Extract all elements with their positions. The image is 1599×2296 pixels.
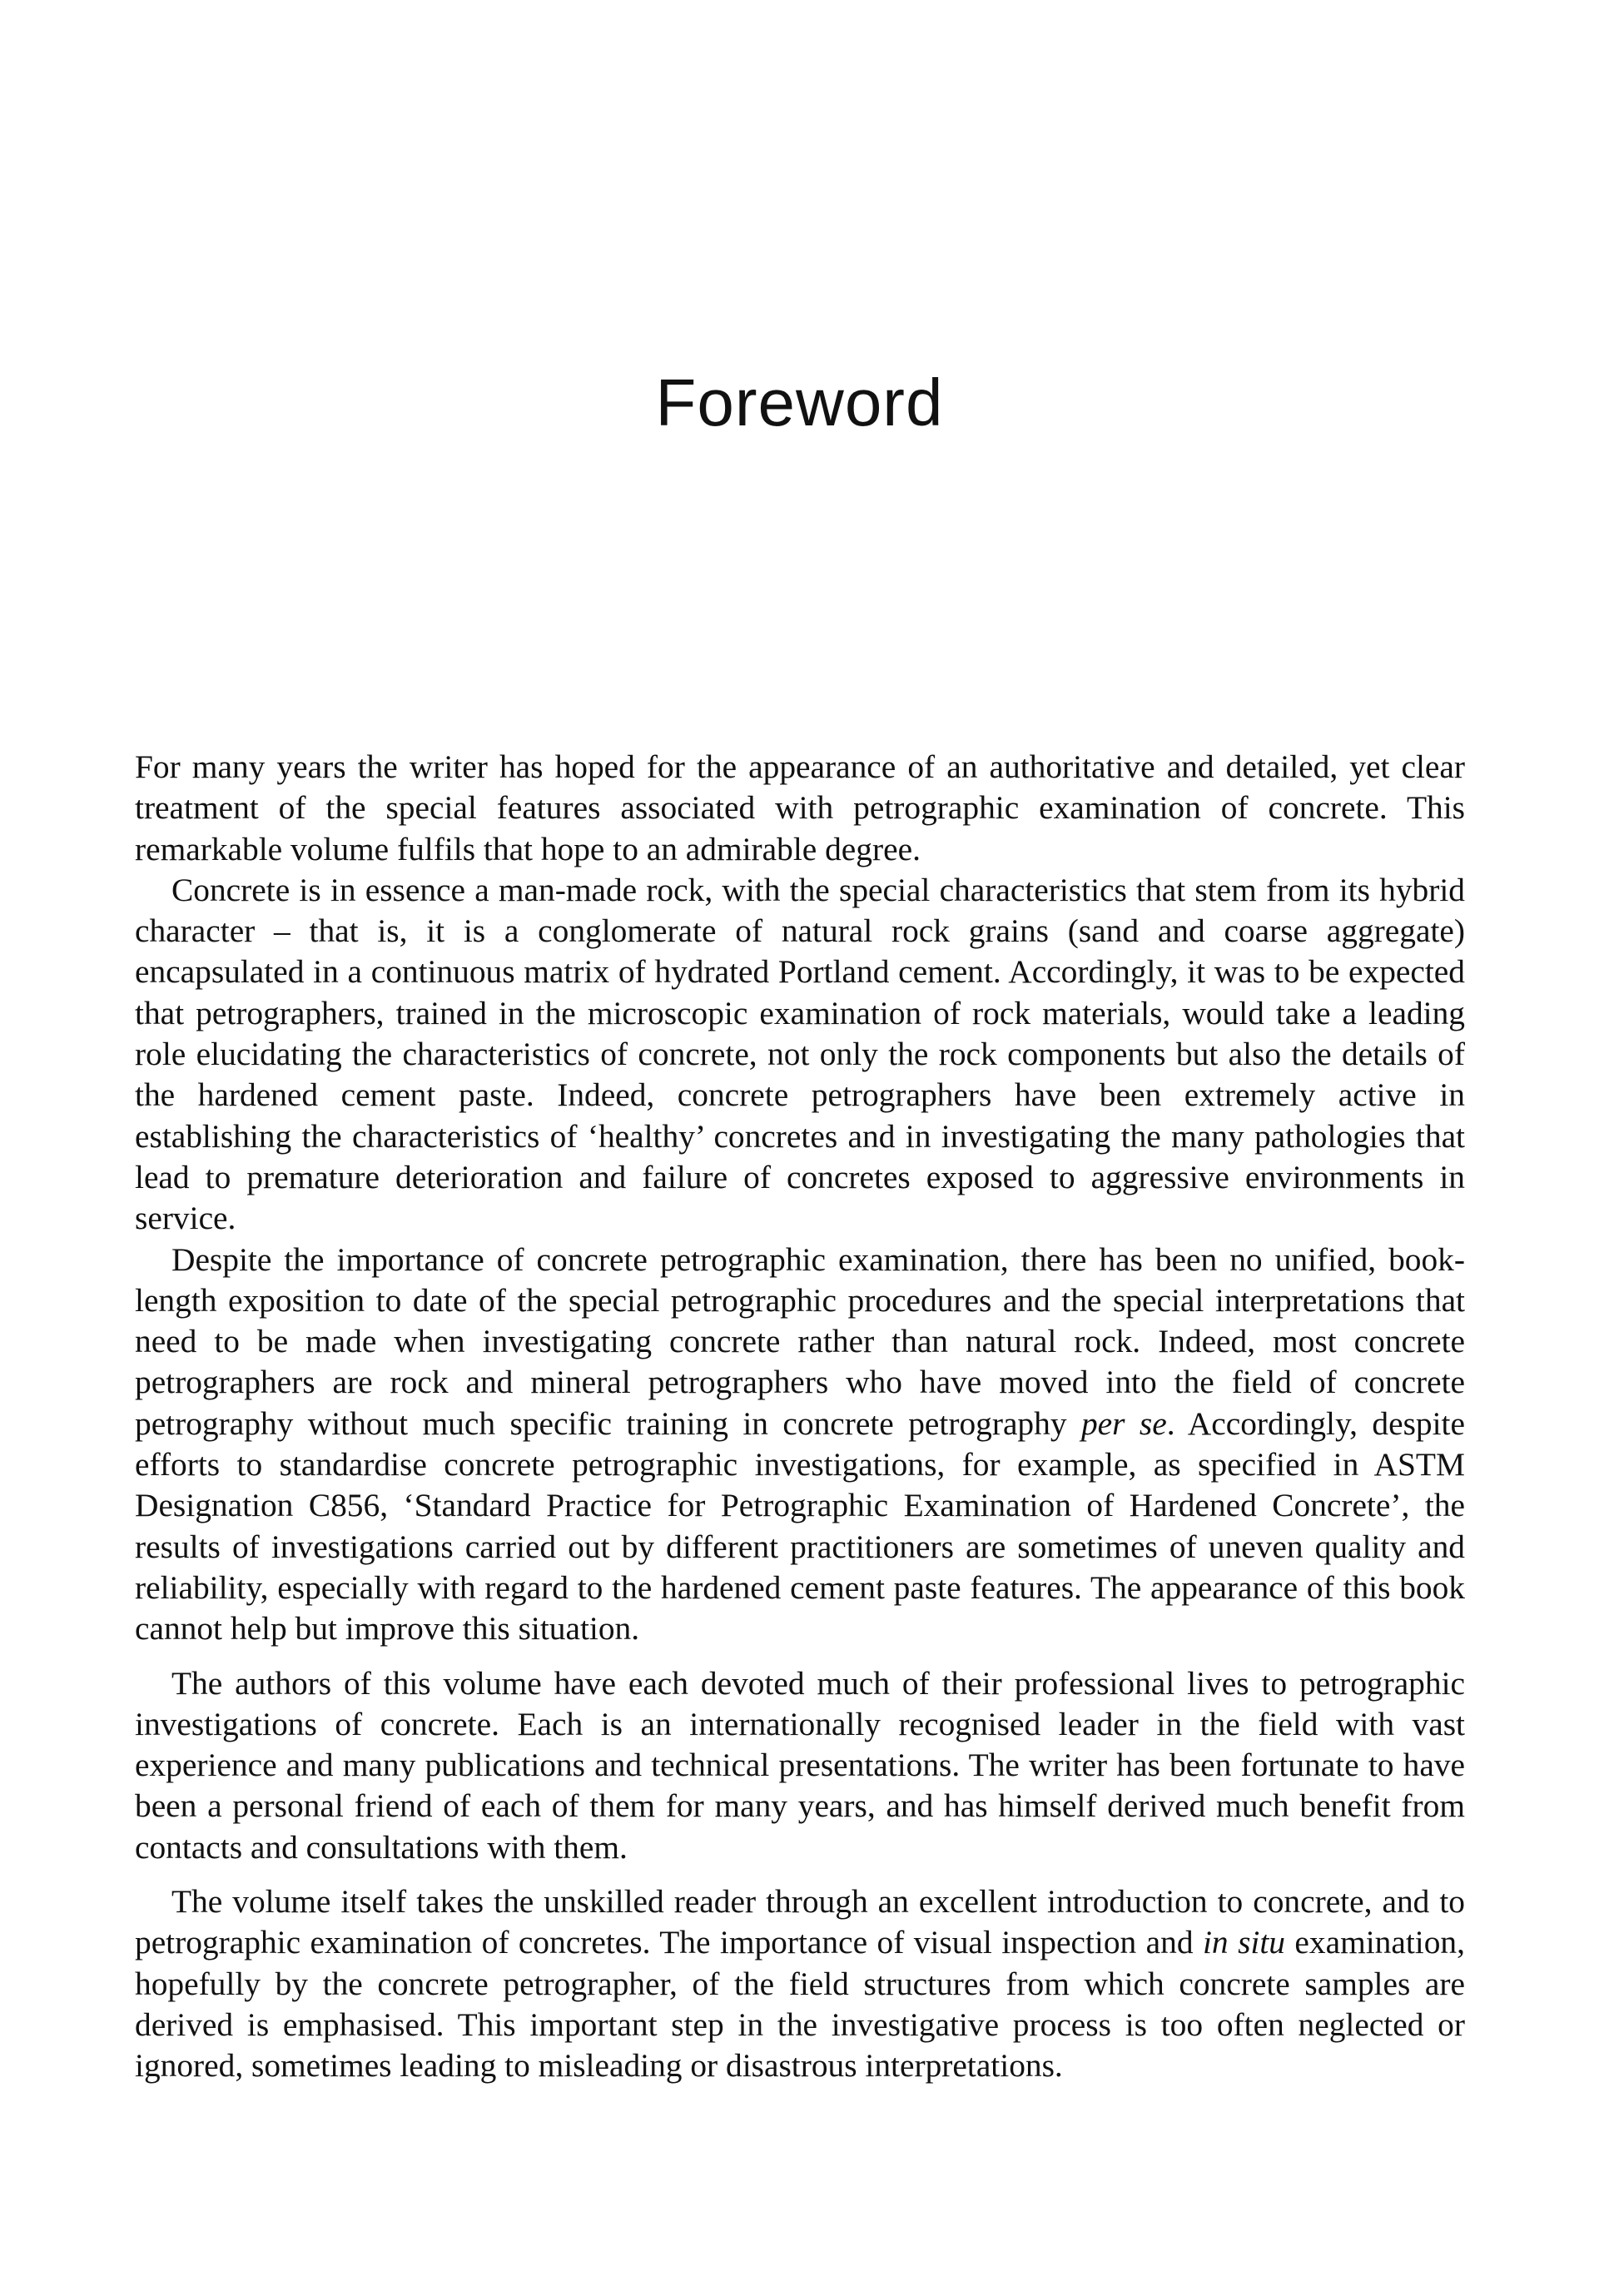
paragraph-2: Concrete is in essence a man-made rock, with the special characteristics that stem from its hybrid character – that is, it is a conglomerate of natural rock grains (sand and coarse aggregate) encapsulated in a continuous matrix of hydrated Portland cement. Accordingly, it was to be expected that petrographers, trained in the microscopic examination of rock materials, would take a leading role elucidating the characteristics of concrete, not only the rock components but also the details of the hardened cement paste. Indeed, concrete petrographers have been extremely active in establishing the characteristics of ‘healthy’ concretes and in investigating the many pathologies that lead to premature deterioration and failure of concretes exposed to aggressive environments in service. [135,871,1465,1237]
paragraph-5-text-a: The volume itself takes the unskilled reader through an excellent introduction to concrete, and to petrographic examination of concretes. The importance of visual inspection and [135,1883,1465,1961]
paragraph-5-italic: in situ [1202,1924,1285,1961]
page-title: Foreword [655,365,944,440]
paragraph-5-text-b: examination, hopefully by the concrete petrographer, of the field structures from which concrete samples are derived is emphasised. This important step in the investigative process is too often neglected or ignored, sometimes leading to misleading or disastrous interpretations. [135,1924,1465,2085]
paragraph-4: The authors of this volume have each devoted much of their professional lives to petrographic investigations of concrete. Each is an internationally recognised leader in the field with vast experience and many publications and technical presentations. The writer has been fortunate to have been a personal friend of each of them for many years, and has himself derived much benefit from contacts and consultations with them. [135,1664,1465,1866]
paragraph-1: For many years the writer has hoped for the appearance of an authoritative and detailed, yet clear treatment of the special features associated with petrographic examination of concrete. This remarkable volume fulfils that hope to an admirable degree. [135,748,1465,867]
paragraph-3-text-b: . Accordingly, despite efforts to standardise concrete petrographic investigations, for example, as specified in ASTM Designation C856, ‘Standard Practice for Petrographic Examination of Hardened Concrete’, the results of investigations carried out by different practitioners are sometimes of uneven quality and reliability, especially with regard to the hardened cement paste features. The appearance of this book cannot help but improve this situation. [135,1404,1465,1647]
paragraph-3 [135,1240,1465,1650]
foreword-body [135,747,1465,2087]
paragraph-5 [135,1881,1465,2086]
paragraph-3-text-a: Despite the importance of concrete petrographic examination, there has been no unified, book-length exposition to date of the special petrographic procedures and the special interpretations that need to be made when investigating concrete rather than natural rock. Indeed, most concrete petrographers are rock and mineral petrographers who have moved into the field of concrete petrography without much specific training in concrete petrography [135,1240,1465,1442]
paragraph-3-italic: per se [1080,1404,1167,1442]
